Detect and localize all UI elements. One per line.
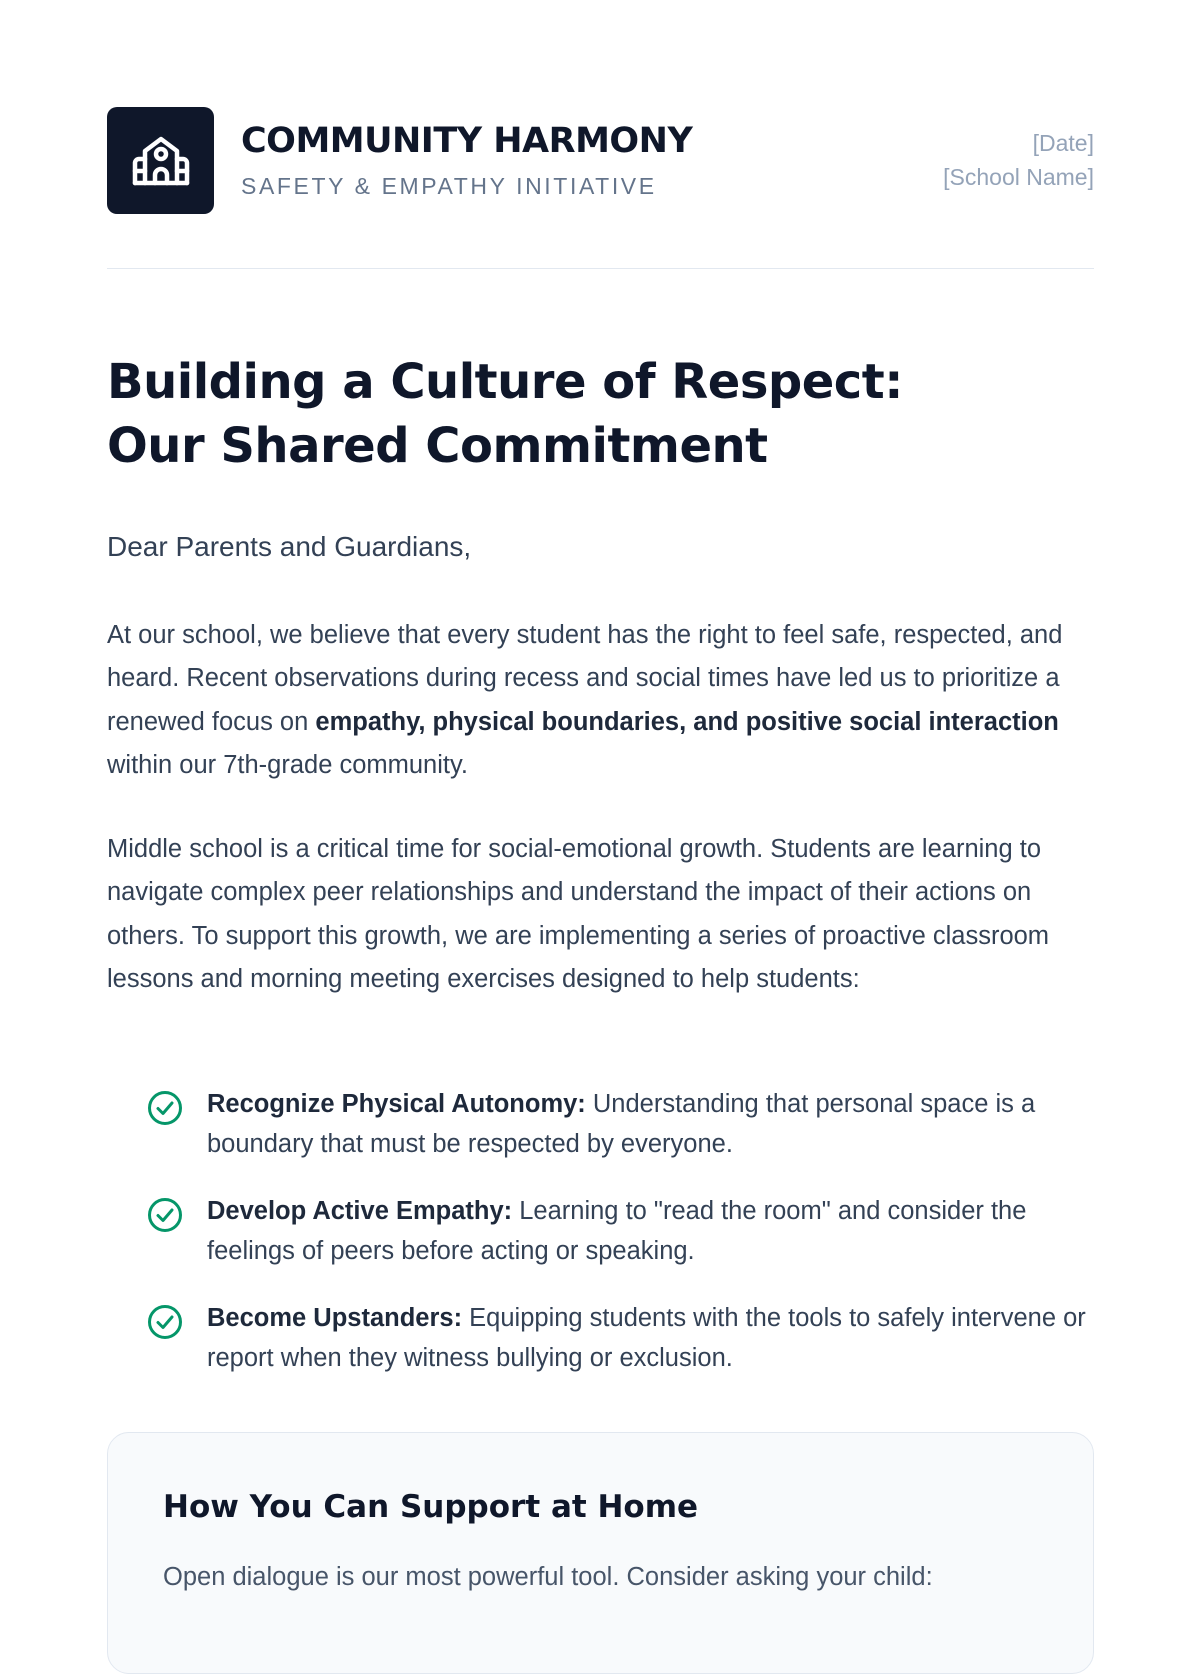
logo: [107, 107, 214, 214]
support-at-home-box: [107, 1432, 1094, 1674]
growth-paragraph: Middle school is a critical time for social-emotional growth. Students are learning to navigate complex peer relationships and understand the impact of their actions on others. To support this growth, we are implementing a series of proactive classroom lessons and morning meeting exercises designed to help students:: [107, 835, 1050, 993]
list-item: [147, 1084, 1094, 1164]
support-text: Open dialogue is our most powerful tool. Consider asking your child:: [163, 1563, 933, 1591]
header-divider: [107, 268, 1094, 269]
salutation: Dear Parents and Guardians,: [107, 531, 472, 562]
date-placeholder: [Date]: [1032, 130, 1094, 156]
intro-paragraph: [107, 614, 1094, 787]
intro-emphasis: empathy, physical boundaries, and positive social interaction: [315, 707, 1059, 736]
check-circle-icon: [147, 1304, 183, 1340]
school-icon: [129, 129, 193, 193]
title-line-1: Building a Culture of Respect:: [107, 354, 903, 410]
check-circle-icon: [147, 1197, 183, 1233]
goal-text: Learning to "read the room" and consider the feelings of peers before acting or speaking.: [207, 1197, 1027, 1265]
goal-title: Develop Active Empathy:: [207, 1197, 513, 1225]
goal-title: Become Upstanders:: [207, 1304, 463, 1332]
list-item: [147, 1191, 1094, 1271]
intro-text-start: At our school, we believe that every student has the right to feel safe, respected, and heard. Recent observations during recess and social times have led us to prioritize a renewed focus on: [107, 621, 1063, 736]
intro-text-end: within our 7th-grade community.: [107, 750, 468, 779]
title-line-2: Our Shared Commitment: [107, 418, 768, 474]
brand-subtitle: SAFETY & EMPATHY INITIATIVE: [241, 173, 657, 199]
check-circle-icon: [147, 1090, 183, 1126]
list-item: [147, 1298, 1094, 1378]
goal-title: Recognize Physical Autonomy:: [207, 1090, 586, 1118]
goal-text: Equipping students with the tools to safely intervene or report when they witness bullying or exclusion.: [207, 1304, 1086, 1372]
goals-list: [147, 1084, 1094, 1405]
page-title: [107, 350, 1094, 478]
school-name-placeholder: [School Name]: [943, 164, 1094, 190]
goal-text: Understanding that personal space is a boundary that must be respected by everyone.: [207, 1090, 1036, 1158]
header-meta: [943, 126, 1094, 194]
brand-title: COMMUNITY HARMONY: [241, 121, 693, 161]
letter-header: [107, 107, 1094, 214]
support-title: How You Can Support at Home: [163, 1489, 699, 1525]
